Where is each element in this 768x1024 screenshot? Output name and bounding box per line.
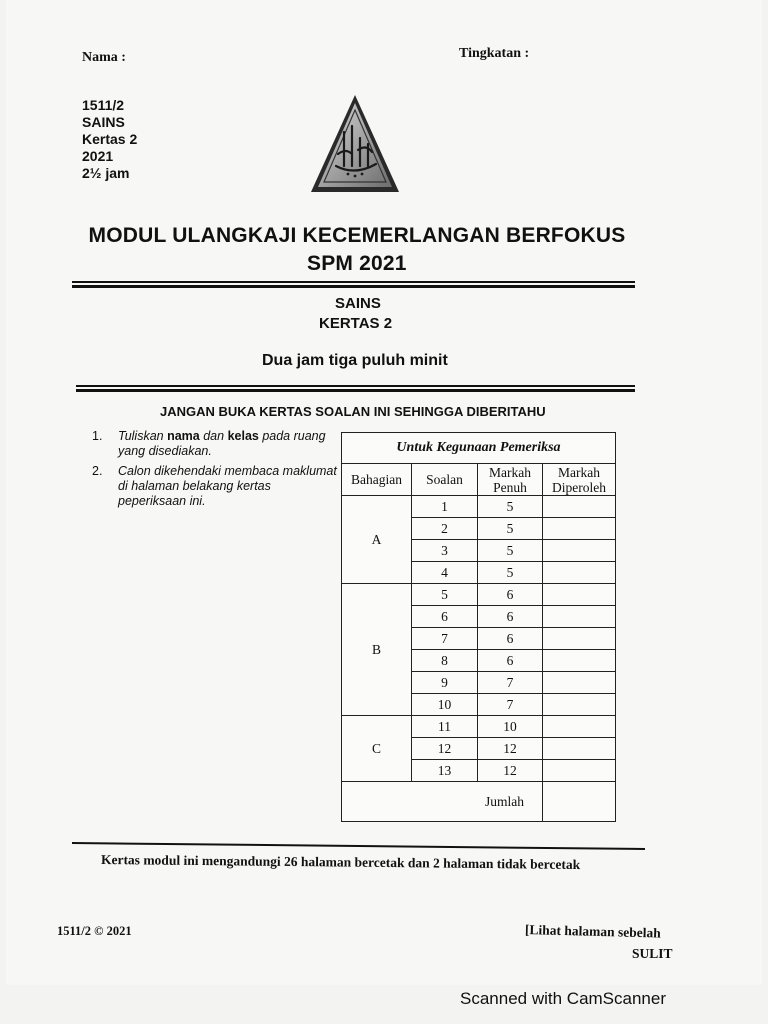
paper-year: 2021 [82, 148, 114, 164]
marks-obtained-cell[interactable] [543, 716, 616, 738]
marks-obtained-cell[interactable] [543, 518, 616, 540]
paper-heading: KERTAS 2 [319, 315, 393, 332]
marks-obtained-cell[interactable] [543, 496, 616, 518]
marks-obtained-cell[interactable] [543, 540, 616, 562]
question-number: 13 [412, 760, 478, 782]
instruction-text: Calon dikehendaki membaca maklumat di halaman belakang kertas peperiksaan ini. [118, 464, 337, 508]
next-page-note: [Lihat halaman sebelah [524, 922, 661, 941]
section-label: A [342, 496, 412, 584]
duration-heading: Dua jam tiga puluh minit [262, 352, 448, 369]
instruction-item [92, 429, 332, 461]
table-row [342, 496, 616, 518]
marks-obtained-cell[interactable] [543, 562, 616, 584]
full-marks-value: 12 [478, 760, 543, 782]
classification-label: SULIT [632, 946, 673, 961]
copyright-note: 1511/2 © 2021 [57, 924, 132, 938]
marks-obtained-cell[interactable] [543, 738, 616, 760]
marks-obtained-cell[interactable] [543, 606, 616, 628]
marks-obtained-cell[interactable] [543, 650, 616, 672]
school-emblem-logo [308, 92, 402, 196]
instruction-number: 2. [92, 464, 103, 478]
examiner-table-caption: Untuk Kegunaan Pemeriksa [342, 433, 616, 464]
question-number: 4 [412, 562, 478, 584]
marks-obtained-cell[interactable] [543, 694, 616, 716]
full-marks-value: 12 [478, 738, 543, 760]
question-number: 6 [412, 606, 478, 628]
full-marks-value: 6 [478, 650, 543, 672]
do-not-open-notice: JANGAN BUKA KERTAS SOALAN INI SEHINGGA DIBERITAHU [160, 404, 546, 419]
section-label: B [342, 584, 412, 716]
paper-duration: 2½ jam [82, 165, 130, 181]
instruction-number: 1. [92, 429, 103, 443]
form-field-label: Tingkatan : [459, 46, 530, 61]
table-row [342, 716, 616, 738]
instruction-text: Tuliskan nama dan kelas pada ruang yang disediakan. [118, 429, 326, 458]
paper-code: 1511/2 [82, 97, 125, 113]
examiner-marks-table [341, 432, 616, 822]
title-divider-bottom [76, 385, 635, 387]
title-divider-top [72, 281, 635, 283]
marks-obtained-cell[interactable] [543, 584, 616, 606]
full-marks-value: 7 [478, 694, 543, 716]
question-number: 1 [412, 496, 478, 518]
question-number: 11 [412, 716, 478, 738]
question-number: 8 [412, 650, 478, 672]
scanner-watermark: Scanned with CamScanner [460, 989, 667, 1008]
marks-obtained-cell[interactable] [543, 628, 616, 650]
question-number: 3 [412, 540, 478, 562]
header-full-marks: Markah Penuh [478, 464, 543, 496]
page-count-note: Kertas modul ini mengandungi 26 halaman bercetak dan 2 halaman tidak bercetak [100, 852, 581, 873]
total-marks-cell[interactable] [543, 782, 616, 822]
full-marks-value: 10 [478, 716, 543, 738]
question-number: 10 [412, 694, 478, 716]
question-number: 12 [412, 738, 478, 760]
question-number: 9 [412, 672, 478, 694]
full-marks-value: 7 [478, 672, 543, 694]
table-row [342, 584, 616, 606]
full-marks-value: 6 [478, 606, 543, 628]
subject-heading: SAINS [335, 295, 381, 312]
module-title: MODUL ULANGKAJI KECEMERLANGAN BERFOKUS [88, 224, 626, 247]
marks-obtained-cell[interactable] [543, 760, 616, 782]
header-section: Bahagian [342, 464, 412, 496]
marks-obtained-cell[interactable] [543, 672, 616, 694]
header-question: Soalan [412, 464, 478, 496]
title-divider-top-thick [72, 285, 635, 288]
paper-subject: SAINS [82, 114, 125, 130]
full-marks-value: 5 [478, 496, 543, 518]
examiner-table-body [342, 496, 616, 782]
full-marks-value: 5 [478, 562, 543, 584]
header-marks-obtained: Markah Diperoleh [543, 464, 616, 496]
instruction-item [92, 464, 337, 512]
full-marks-value: 5 [478, 540, 543, 562]
full-marks-value: 6 [478, 628, 543, 650]
question-number: 2 [412, 518, 478, 540]
section-label: C [342, 716, 412, 782]
name-field-label: Nama : [82, 50, 126, 65]
full-marks-value: 6 [478, 584, 543, 606]
paper-number: Kertas 2 [82, 131, 138, 147]
question-number: 7 [412, 628, 478, 650]
title-divider-bottom-thick [76, 389, 635, 392]
question-number: 5 [412, 584, 478, 606]
total-label: Jumlah [342, 782, 543, 822]
exam-year-title: SPM 2021 [307, 252, 407, 275]
full-marks-value: 5 [478, 518, 543, 540]
